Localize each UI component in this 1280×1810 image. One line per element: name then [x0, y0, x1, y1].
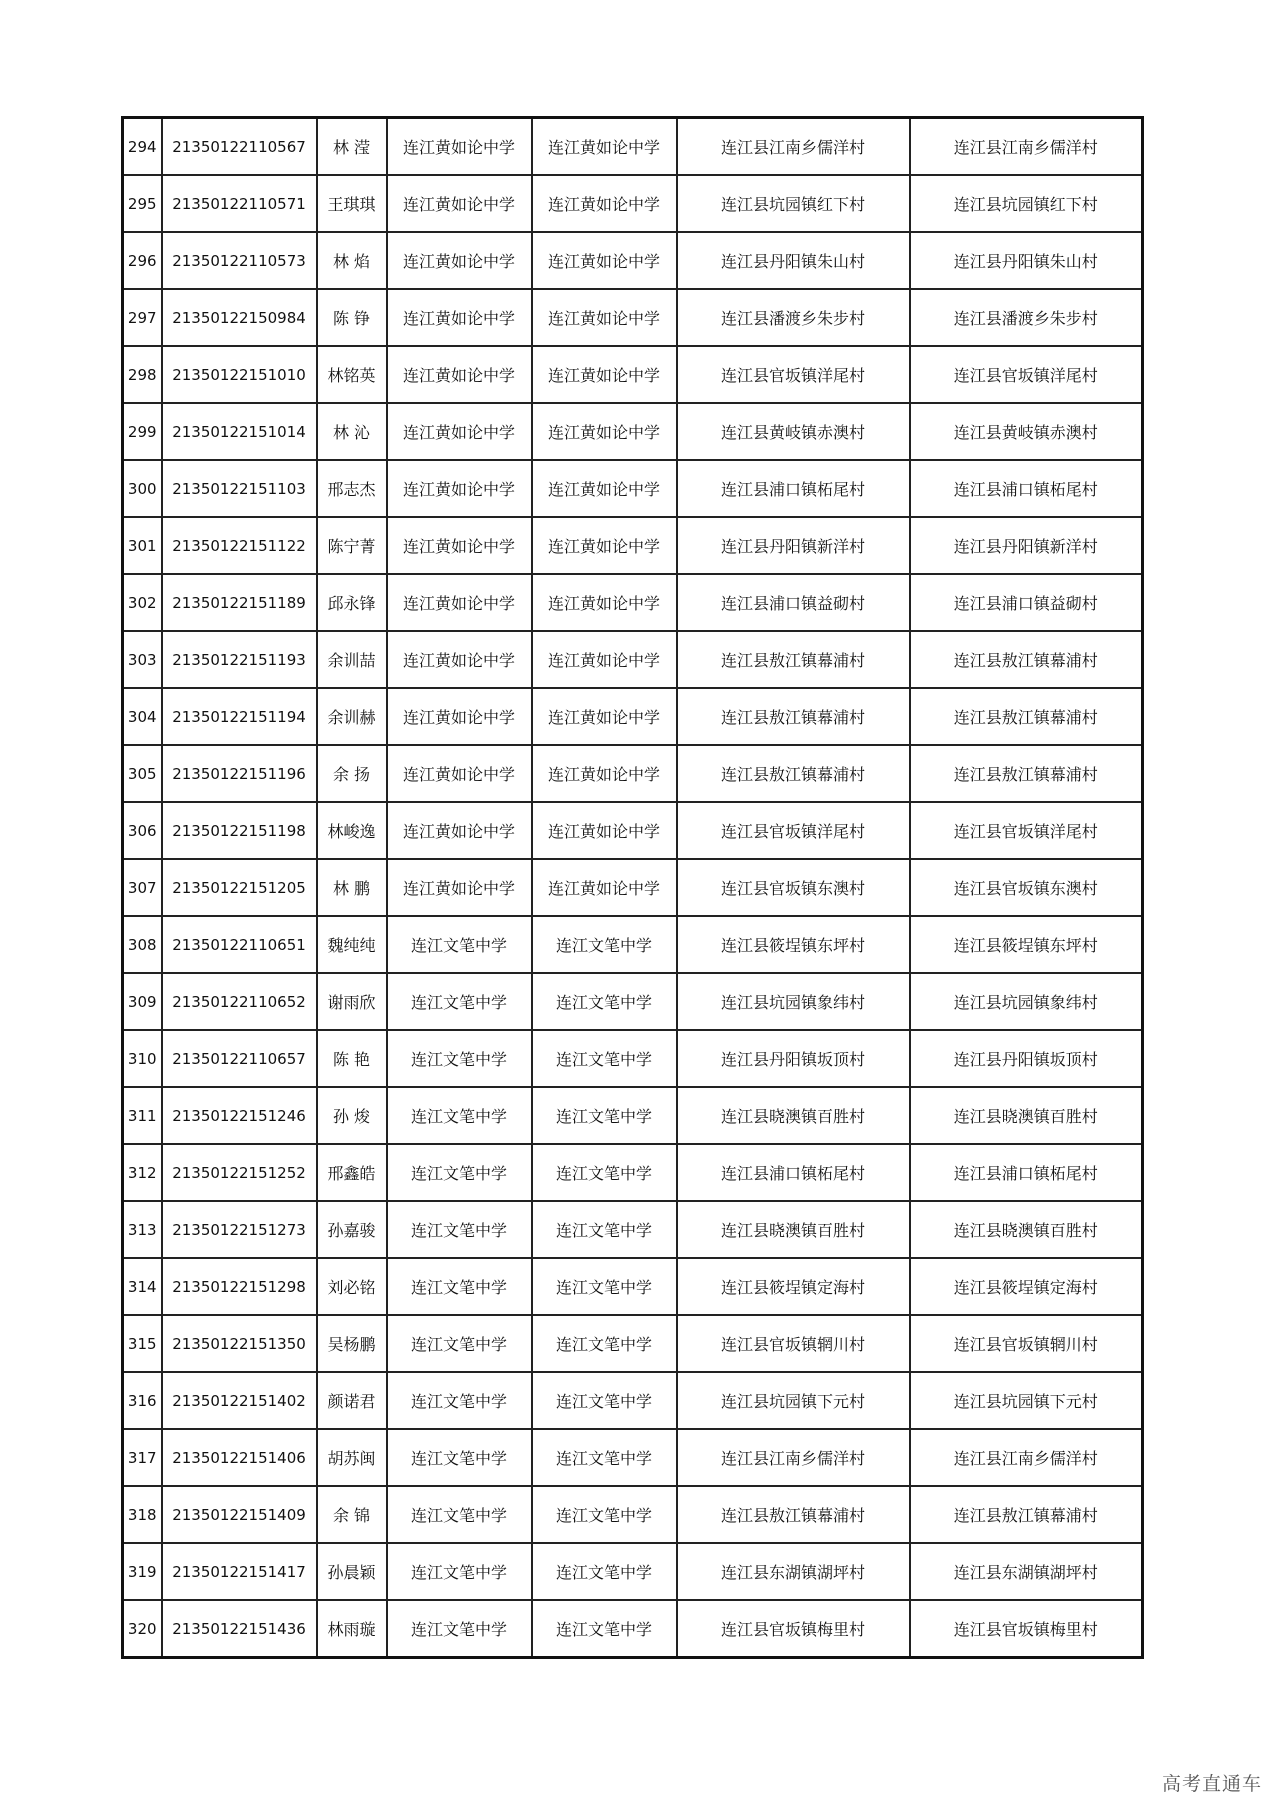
student-name-cell: 林 焰: [317, 232, 387, 289]
candidate-id-cell: 21350122110657: [162, 1030, 317, 1087]
student-name-cell: 陈宁菁: [317, 517, 387, 574]
school-cell: 连江文笔中学: [387, 916, 532, 973]
row-number-cell: 302: [123, 574, 162, 631]
residence-address-cell: 连江县浦口镇柘尾村: [910, 1144, 1143, 1201]
row-number-cell: 315: [123, 1315, 162, 1372]
school-cell: 连江黄如论中学: [387, 175, 532, 232]
household-address-cell: 连江县晓澳镇百胜村: [677, 1201, 910, 1258]
row-number-cell: 313: [123, 1201, 162, 1258]
admission-school-cell: 连江黄如论中学: [532, 859, 677, 916]
student-name-cell: 刘必铭: [317, 1258, 387, 1315]
admission-school-cell: 连江文笔中学: [532, 1315, 677, 1372]
school-cell: 连江黄如论中学: [387, 631, 532, 688]
residence-address-cell: 连江县敖江镇幕浦村: [910, 1486, 1143, 1543]
school-cell: 连江文笔中学: [387, 1372, 532, 1429]
candidate-id-cell: 21350122151122: [162, 517, 317, 574]
household-address-cell: 连江县坑园镇红下村: [677, 175, 910, 232]
row-number-cell: 295: [123, 175, 162, 232]
student-name-cell: 王琪琪: [317, 175, 387, 232]
admission-school-cell: 连江黄如论中学: [532, 403, 677, 460]
school-cell: 连江文笔中学: [387, 1087, 532, 1144]
student-name-cell: 魏纯纯: [317, 916, 387, 973]
row-number-cell: 303: [123, 631, 162, 688]
admission-school-cell: 连江黄如论中学: [532, 289, 677, 346]
household-address-cell: 连江县敖江镇幕浦村: [677, 631, 910, 688]
candidate-id-cell: 21350122151014: [162, 403, 317, 460]
student-name-cell: 胡苏闽: [317, 1429, 387, 1486]
residence-address-cell: 连江县筱埕镇定海村: [910, 1258, 1143, 1315]
residence-address-cell: 连江县浦口镇益砌村: [910, 574, 1143, 631]
row-number-cell: 316: [123, 1372, 162, 1429]
household-address-cell: 连江县敖江镇幕浦村: [677, 1486, 910, 1543]
residence-address-cell: 连江县敖江镇幕浦村: [910, 631, 1143, 688]
student-name-cell: 孙 焌: [317, 1087, 387, 1144]
household-address-cell: 连江县敖江镇幕浦村: [677, 745, 910, 802]
candidate-id-cell: 21350122151010: [162, 346, 317, 403]
household-address-cell: 连江县官坂镇东澳村: [677, 859, 910, 916]
residence-address-cell: 连江县坑园镇下元村: [910, 1372, 1143, 1429]
row-number-cell: 297: [123, 289, 162, 346]
candidate-id-cell: 21350122151350: [162, 1315, 317, 1372]
student-name-cell: 陈 艳: [317, 1030, 387, 1087]
table-row: [123, 1087, 1143, 1144]
school-cell: 连江文笔中学: [387, 1315, 532, 1372]
student-name-cell: 邢鑫皓: [317, 1144, 387, 1201]
admission-school-cell: 连江文笔中学: [532, 1144, 677, 1201]
row-number-cell: 300: [123, 460, 162, 517]
school-cell: 连江文笔中学: [387, 1030, 532, 1087]
school-cell: 连江文笔中学: [387, 1486, 532, 1543]
row-number-cell: 309: [123, 973, 162, 1030]
watermark-text: 高考直通车: [1161, 1773, 1262, 1795]
admission-school-cell: 连江黄如论中学: [532, 232, 677, 289]
row-number-cell: 308: [123, 916, 162, 973]
student-name-cell: 余训喆: [317, 631, 387, 688]
household-address-cell: 连江县东湖镇湖坪村: [677, 1543, 910, 1600]
residence-address-cell: 连江县东湖镇湖坪村: [910, 1543, 1143, 1600]
residence-address-cell: 连江县黄岐镇赤澳村: [910, 403, 1143, 460]
table-row: [123, 1429, 1143, 1486]
school-cell: 连江黄如论中学: [387, 802, 532, 859]
row-number-cell: 311: [123, 1087, 162, 1144]
candidate-id-cell: 21350122110651: [162, 916, 317, 973]
residence-address-cell: 连江县坑园镇红下村: [910, 175, 1143, 232]
household-address-cell: 连江县潘渡乡朱步村: [677, 289, 910, 346]
school-cell: 连江文笔中学: [387, 1600, 532, 1658]
household-address-cell: 连江县官坂镇洋尾村: [677, 802, 910, 859]
table-row: [123, 1201, 1143, 1258]
school-cell: 连江文笔中学: [387, 1144, 532, 1201]
candidate-id-cell: 21350122110573: [162, 232, 317, 289]
table-row: [123, 175, 1143, 232]
row-number-cell: 312: [123, 1144, 162, 1201]
candidate-id-cell: 21350122151198: [162, 802, 317, 859]
admission-school-cell: 连江黄如论中学: [532, 175, 677, 232]
candidate-id-cell: 21350122151436: [162, 1600, 317, 1658]
household-address-cell: 连江县坑园镇象纬村: [677, 973, 910, 1030]
table-row: [123, 631, 1143, 688]
row-number-cell: 318: [123, 1486, 162, 1543]
candidate-id-cell: 21350122151406: [162, 1429, 317, 1486]
admission-school-cell: 连江黄如论中学: [532, 517, 677, 574]
student-name-cell: 邱永锋: [317, 574, 387, 631]
row-number-cell: 296: [123, 232, 162, 289]
admission-school-cell: 连江黄如论中学: [532, 574, 677, 631]
row-number-cell: 307: [123, 859, 162, 916]
school-cell: 连江黄如论中学: [387, 745, 532, 802]
admission-school-cell: 连江文笔中学: [532, 1258, 677, 1315]
household-address-cell: 连江县浦口镇益砌村: [677, 574, 910, 631]
table-row: [123, 517, 1143, 574]
household-address-cell: 连江县敖江镇幕浦村: [677, 688, 910, 745]
residence-address-cell: 连江县丹阳镇新洋村: [910, 517, 1143, 574]
student-name-cell: 余训赫: [317, 688, 387, 745]
student-name-cell: 林 滢: [317, 118, 387, 176]
table-row: [123, 289, 1143, 346]
student-name-cell: 余 扬: [317, 745, 387, 802]
residence-address-cell: 连江县晓澳镇百胜村: [910, 1087, 1143, 1144]
roster-table: [121, 116, 1144, 1659]
residence-address-cell: 连江县官坂镇东澳村: [910, 859, 1143, 916]
admission-school-cell: 连江黄如论中学: [532, 631, 677, 688]
school-cell: 连江黄如论中学: [387, 346, 532, 403]
candidate-id-cell: 21350122151193: [162, 631, 317, 688]
admission-school-cell: 连江黄如论中学: [532, 745, 677, 802]
candidate-id-cell: 21350122151273: [162, 1201, 317, 1258]
admission-school-cell: 连江黄如论中学: [532, 802, 677, 859]
row-number-cell: 294: [123, 118, 162, 176]
table-row: [123, 973, 1143, 1030]
table-row: [123, 1315, 1143, 1372]
household-address-cell: 连江县丹阳镇坂顶村: [677, 1030, 910, 1087]
student-name-cell: 陈 铮: [317, 289, 387, 346]
residence-address-cell: 连江县官坂镇梅里村: [910, 1600, 1143, 1658]
residence-address-cell: 连江县官坂镇洋尾村: [910, 346, 1143, 403]
school-cell: 连江文笔中学: [387, 1543, 532, 1600]
residence-address-cell: 连江县官坂镇辋川村: [910, 1315, 1143, 1372]
residence-address-cell: 连江县敖江镇幕浦村: [910, 745, 1143, 802]
residence-address-cell: 连江县江南乡儒洋村: [910, 118, 1143, 176]
candidate-id-cell: 21350122151402: [162, 1372, 317, 1429]
candidate-id-cell: 21350122150984: [162, 289, 317, 346]
table-row: [123, 1486, 1143, 1543]
household-address-cell: 连江县坑园镇下元村: [677, 1372, 910, 1429]
school-cell: 连江黄如论中学: [387, 517, 532, 574]
table-row: [123, 745, 1143, 802]
candidate-id-cell: 21350122151196: [162, 745, 317, 802]
table-row: [123, 232, 1143, 289]
student-name-cell: 孙晨颖: [317, 1543, 387, 1600]
household-address-cell: 连江县江南乡儒洋村: [677, 1429, 910, 1486]
residence-address-cell: 连江县江南乡儒洋村: [910, 1429, 1143, 1486]
household-address-cell: 连江县官坂镇辋川村: [677, 1315, 910, 1372]
table-row: [123, 1600, 1143, 1658]
household-address-cell: 连江县浦口镇柘尾村: [677, 460, 910, 517]
school-cell: 连江黄如论中学: [387, 460, 532, 517]
admission-school-cell: 连江文笔中学: [532, 1087, 677, 1144]
row-number-cell: 298: [123, 346, 162, 403]
school-cell: 连江黄如论中学: [387, 232, 532, 289]
household-address-cell: 连江县筱埕镇东坪村: [677, 916, 910, 973]
student-name-cell: 林铭英: [317, 346, 387, 403]
admission-school-cell: 连江文笔中学: [532, 973, 677, 1030]
candidate-id-cell: 21350122151252: [162, 1144, 317, 1201]
household-address-cell: 连江县官坂镇梅里村: [677, 1600, 910, 1658]
table-row: [123, 1372, 1143, 1429]
roster-table-body: [123, 118, 1143, 1658]
residence-address-cell: 连江县官坂镇洋尾村: [910, 802, 1143, 859]
row-number-cell: 319: [123, 1543, 162, 1600]
row-number-cell: 314: [123, 1258, 162, 1315]
candidate-id-cell: 21350122110571: [162, 175, 317, 232]
residence-address-cell: 连江县坑园镇象纬村: [910, 973, 1143, 1030]
student-name-cell: 余 锦: [317, 1486, 387, 1543]
row-number-cell: 305: [123, 745, 162, 802]
table-row: [123, 460, 1143, 517]
student-name-cell: 孙嘉骏: [317, 1201, 387, 1258]
row-number-cell: 317: [123, 1429, 162, 1486]
student-name-cell: 林 鹏: [317, 859, 387, 916]
candidate-id-cell: 21350122151194: [162, 688, 317, 745]
admission-school-cell: 连江文笔中学: [532, 1201, 677, 1258]
table-row: [123, 859, 1143, 916]
admission-school-cell: 连江黄如论中学: [532, 688, 677, 745]
admission-school-cell: 连江黄如论中学: [532, 118, 677, 176]
school-cell: 连江黄如论中学: [387, 118, 532, 176]
admission-school-cell: 连江文笔中学: [532, 1600, 677, 1658]
admission-school-cell: 连江黄如论中学: [532, 460, 677, 517]
student-name-cell: 吴杨鹏: [317, 1315, 387, 1372]
admission-school-cell: 连江文笔中学: [532, 1372, 677, 1429]
residence-address-cell: 连江县浦口镇柘尾村: [910, 460, 1143, 517]
table-row: [123, 574, 1143, 631]
student-name-cell: 颜诺君: [317, 1372, 387, 1429]
row-number-cell: 301: [123, 517, 162, 574]
row-number-cell: 320: [123, 1600, 162, 1658]
admission-school-cell: 连江黄如论中学: [532, 346, 677, 403]
table-row: [123, 1144, 1143, 1201]
table-row: [123, 403, 1143, 460]
student-name-cell: 林雨璇: [317, 1600, 387, 1658]
school-cell: 连江黄如论中学: [387, 574, 532, 631]
household-address-cell: 连江县江南乡儒洋村: [677, 118, 910, 176]
candidate-id-cell: 21350122151409: [162, 1486, 317, 1543]
table-row: [123, 118, 1143, 176]
candidate-id-cell: 21350122151103: [162, 460, 317, 517]
table-row: [123, 346, 1143, 403]
row-number-cell: 306: [123, 802, 162, 859]
table-row: [123, 1543, 1143, 1600]
residence-address-cell: 连江县晓澳镇百胜村: [910, 1201, 1143, 1258]
household-address-cell: 连江县丹阳镇新洋村: [677, 517, 910, 574]
school-cell: 连江文笔中学: [387, 1201, 532, 1258]
candidate-id-cell: 21350122151246: [162, 1087, 317, 1144]
residence-address-cell: 连江县筱埕镇东坪村: [910, 916, 1143, 973]
school-cell: 连江黄如论中学: [387, 688, 532, 745]
candidate-id-cell: 21350122151205: [162, 859, 317, 916]
admission-school-cell: 连江文笔中学: [532, 1543, 677, 1600]
table-row: [123, 1258, 1143, 1315]
school-cell: 连江黄如论中学: [387, 403, 532, 460]
school-cell: 连江文笔中学: [387, 1258, 532, 1315]
household-address-cell: 连江县丹阳镇朱山村: [677, 232, 910, 289]
school-cell: 连江黄如论中学: [387, 859, 532, 916]
student-name-cell: 邢志杰: [317, 460, 387, 517]
candidate-id-cell: 21350122151298: [162, 1258, 317, 1315]
candidate-id-cell: 21350122151417: [162, 1543, 317, 1600]
admission-school-cell: 连江文笔中学: [532, 1429, 677, 1486]
table-row: [123, 1030, 1143, 1087]
candidate-id-cell: 21350122110652: [162, 973, 317, 1030]
student-name-cell: 林峻逸: [317, 802, 387, 859]
school-cell: 连江黄如论中学: [387, 289, 532, 346]
row-number-cell: 310: [123, 1030, 162, 1087]
school-cell: 连江文笔中学: [387, 1429, 532, 1486]
candidate-id-cell: 21350122151189: [162, 574, 317, 631]
row-number-cell: 299: [123, 403, 162, 460]
row-number-cell: 304: [123, 688, 162, 745]
school-cell: 连江文笔中学: [387, 973, 532, 1030]
table-row: [123, 916, 1143, 973]
household-address-cell: 连江县黄岐镇赤澳村: [677, 403, 910, 460]
candidate-id-cell: 21350122110567: [162, 118, 317, 176]
household-address-cell: 连江县浦口镇柘尾村: [677, 1144, 910, 1201]
residence-address-cell: 连江县丹阳镇坂顶村: [910, 1030, 1143, 1087]
student-name-cell: 林 沁: [317, 403, 387, 460]
student-name-cell: 谢雨欣: [317, 973, 387, 1030]
residence-address-cell: 连江县丹阳镇朱山村: [910, 232, 1143, 289]
admission-school-cell: 连江文笔中学: [532, 916, 677, 973]
residence-address-cell: 连江县潘渡乡朱步村: [910, 289, 1143, 346]
table-row: [123, 688, 1143, 745]
admission-school-cell: 连江文笔中学: [532, 1030, 677, 1087]
table-row: [123, 802, 1143, 859]
household-address-cell: 连江县官坂镇洋尾村: [677, 346, 910, 403]
residence-address-cell: 连江县敖江镇幕浦村: [910, 688, 1143, 745]
admission-school-cell: 连江文笔中学: [532, 1486, 677, 1543]
household-address-cell: 连江县晓澳镇百胜村: [677, 1087, 910, 1144]
household-address-cell: 连江县筱埕镇定海村: [677, 1258, 910, 1315]
